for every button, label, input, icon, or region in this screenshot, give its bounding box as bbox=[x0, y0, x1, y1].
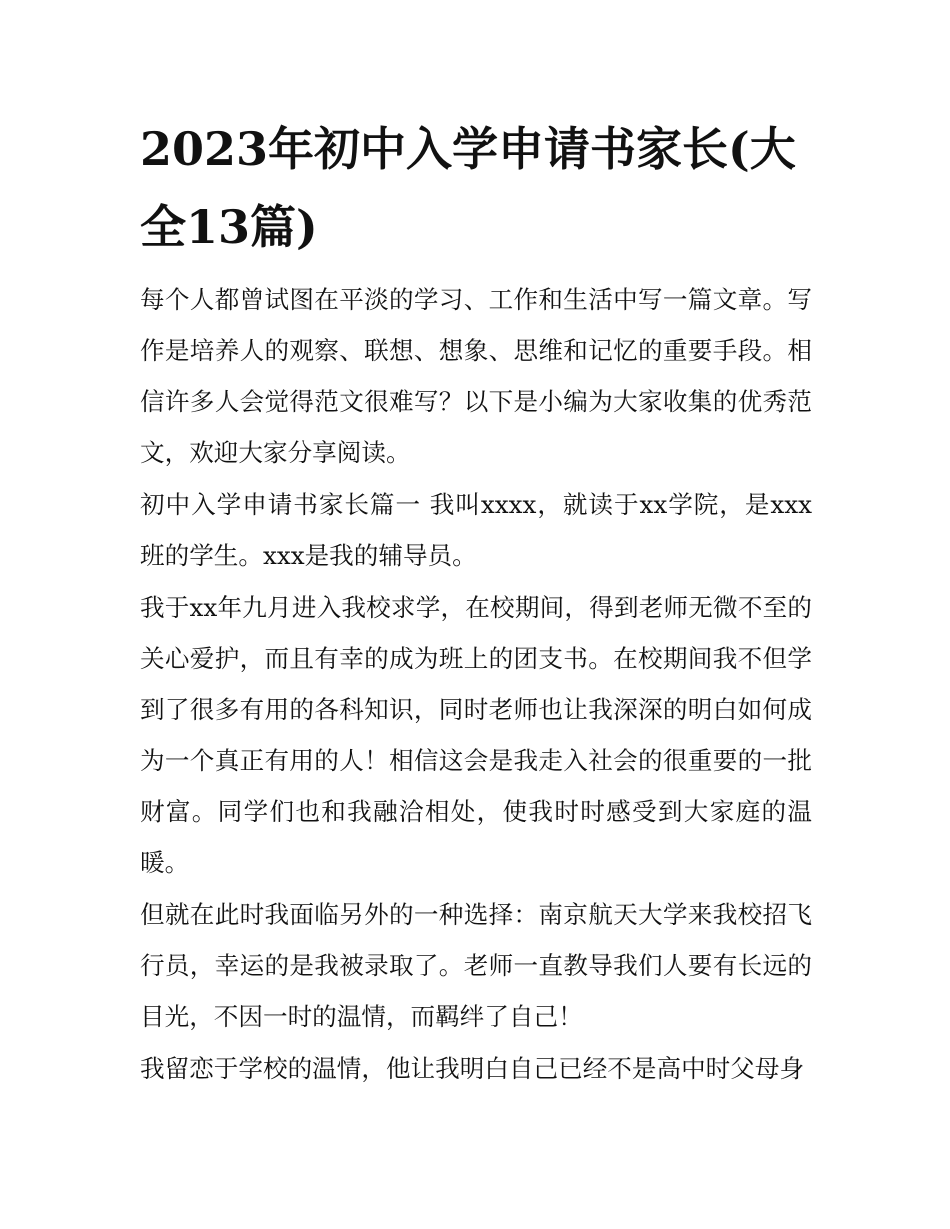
document-body bbox=[140, 274, 812, 1094]
document-content bbox=[140, 110, 812, 1095]
paragraph-intro: 每个人都曾试图在平淡的学习、工作和生活中写一篇文章。写作是培养人的观察、联想、想象、思维和记忆的重要手段。相信许多人会觉得范文很难写？以下是小编为大家收集的优秀范文，欢迎大家分享阅读。 bbox=[140, 285, 812, 467]
paragraph-new-choice: 但就在此时我面临另外的一种选择：南京航天大学来我校招飞行员，幸运的是我被录取了。老师一直教导我们人要有长远的目光，不因一时的温情，而羁绊了自己！ bbox=[140, 900, 812, 1031]
paragraph-attachment: 我留恋于学校的温情，他让我明白自己已经不是高中时父母身 bbox=[140, 1054, 805, 1083]
paragraph-section-one-start: 初中入学申请书家长篇一 我叫xxxx，就读于xx学院，是xxx班的学生。xxx是我的辅导员。 bbox=[140, 490, 812, 570]
document-title: 2023年初中入学申请书家长(大全13篇) bbox=[140, 122, 796, 254]
paragraph-school-life: 我于xx年九月进入我校求学，在校期间，得到老师无微不至的关心爱护，而且有幸的成为班上的团支书。在校期间我不但学到了很多有用的各科知识，同时老师也让我深深的明白如何成为一个真正有用的人！相信这会是我走入社会的很重要的一批财富。同学们也和我融洽相处，使我时时感受到大家庭的温暖。 bbox=[140, 593, 812, 877]
